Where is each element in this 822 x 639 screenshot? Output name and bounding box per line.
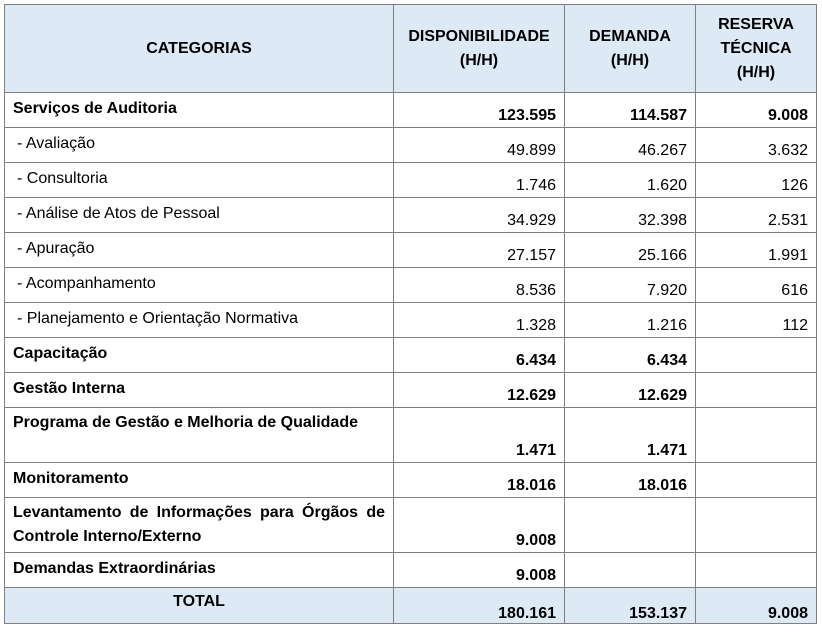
row-categoria: - Avaliação: [5, 128, 394, 163]
row-categoria: Programa de Gestão e Melhoria de Qualidade: [5, 408, 394, 463]
row-categoria: Levantamento de Informações para Órgãos de Controle Interno/Externo: [5, 498, 394, 553]
row-categoria: - Apuração: [5, 233, 394, 268]
header-reserva-label-2: TÉCNICA: [720, 39, 792, 57]
row-demanda: 1.216: [565, 303, 696, 338]
row-disponibilidade: 9.008: [394, 498, 565, 553]
row-disponibilidade: 12.629: [394, 373, 565, 408]
hours-allocation-table: [4, 4, 817, 624]
header-categorias: [5, 5, 394, 93]
table-row: [5, 93, 817, 128]
row-disponibilidade: 123.595: [394, 93, 565, 128]
row-demanda: 6.434: [565, 338, 696, 373]
row-reserva: 616: [696, 268, 817, 303]
row-reserva: 3.632: [696, 128, 817, 163]
row-disponibilidade: 6.434: [394, 338, 565, 373]
row-reserva: [696, 463, 817, 498]
row-categoria: - Planejamento e Orientação Normativa: [5, 303, 394, 338]
row-categoria: Demandas Extraordinárias: [5, 553, 394, 588]
total-row: [5, 588, 817, 624]
table-row: [5, 233, 817, 268]
row-disponibilidade: 18.016: [394, 463, 565, 498]
row-reserva: 1.991: [696, 233, 817, 268]
row-categoria: Monitoramento: [5, 463, 394, 498]
total-reserva: 9.008: [696, 588, 817, 624]
header-reserva-label-1: RESERVA: [718, 15, 794, 33]
row-reserva: [696, 408, 817, 463]
row-reserva: [696, 373, 817, 408]
row-reserva: [696, 498, 817, 553]
row-reserva: 2.531: [696, 198, 817, 233]
row-demanda: 25.166: [565, 233, 696, 268]
table-header-row: [5, 5, 817, 93]
header-categorias-label: CATEGORIAS: [146, 39, 252, 57]
table-row: [5, 373, 817, 408]
row-reserva: [696, 553, 817, 588]
table-row: [5, 268, 817, 303]
row-demanda: [565, 553, 696, 588]
row-disponibilidade: 1.471: [394, 408, 565, 463]
row-reserva: 9.008: [696, 93, 817, 128]
row-categoria: Capacitação: [5, 338, 394, 373]
row-demanda: 46.267: [565, 128, 696, 163]
row-disponibilidade: 27.157: [394, 233, 565, 268]
row-demanda: 1.620: [565, 163, 696, 198]
row-disponibilidade: 8.536: [394, 268, 565, 303]
row-disponibilidade: 1.328: [394, 303, 565, 338]
header-demanda: [565, 5, 696, 93]
total-disponibilidade: 180.161: [394, 588, 565, 624]
total-demanda: 153.137: [565, 588, 696, 624]
header-disponibilidade-unit: (H/H): [459, 51, 499, 69]
row-reserva: 126: [696, 163, 817, 198]
header-disponibilidade: [394, 5, 565, 93]
row-demanda: 32.398: [565, 198, 696, 233]
row-demanda: 18.016: [565, 463, 696, 498]
row-categoria: - Consultoria: [5, 163, 394, 198]
table-row: [5, 303, 817, 338]
row-disponibilidade: 34.929: [394, 198, 565, 233]
row-reserva: [696, 338, 817, 373]
table-row: [5, 338, 817, 373]
row-demanda: 114.587: [565, 93, 696, 128]
row-demanda: [565, 498, 696, 553]
row-disponibilidade: 9.008: [394, 553, 565, 588]
table-row: [5, 408, 817, 463]
row-categoria: Gestão Interna: [5, 373, 394, 408]
header-disponibilidade-label: DISPONIBILIDADE: [408, 27, 550, 45]
table-row: [5, 463, 817, 498]
table-row: [5, 163, 817, 198]
row-disponibilidade: 1.746: [394, 163, 565, 198]
row-categoria: - Análise de Atos de Pessoal: [5, 198, 394, 233]
table-row: [5, 498, 817, 553]
row-demanda: 7.920: [565, 268, 696, 303]
row-demanda: 1.471: [565, 408, 696, 463]
total-label: TOTAL: [5, 588, 394, 624]
header-demanda-label: DEMANDA: [589, 27, 671, 45]
row-disponibilidade: 49.899: [394, 128, 565, 163]
row-demanda: 12.629: [565, 373, 696, 408]
table-row: [5, 553, 817, 588]
header-demanda-unit: (H/H): [610, 51, 650, 69]
table-row: [5, 198, 817, 233]
row-categoria: - Acompanhamento: [5, 268, 394, 303]
row-categoria: Serviços de Auditoria: [5, 93, 394, 128]
table-row: [5, 128, 817, 163]
header-reserva-tecnica: [696, 5, 817, 93]
row-reserva: 112: [696, 303, 817, 338]
header-reserva-unit: (H/H): [736, 63, 776, 81]
